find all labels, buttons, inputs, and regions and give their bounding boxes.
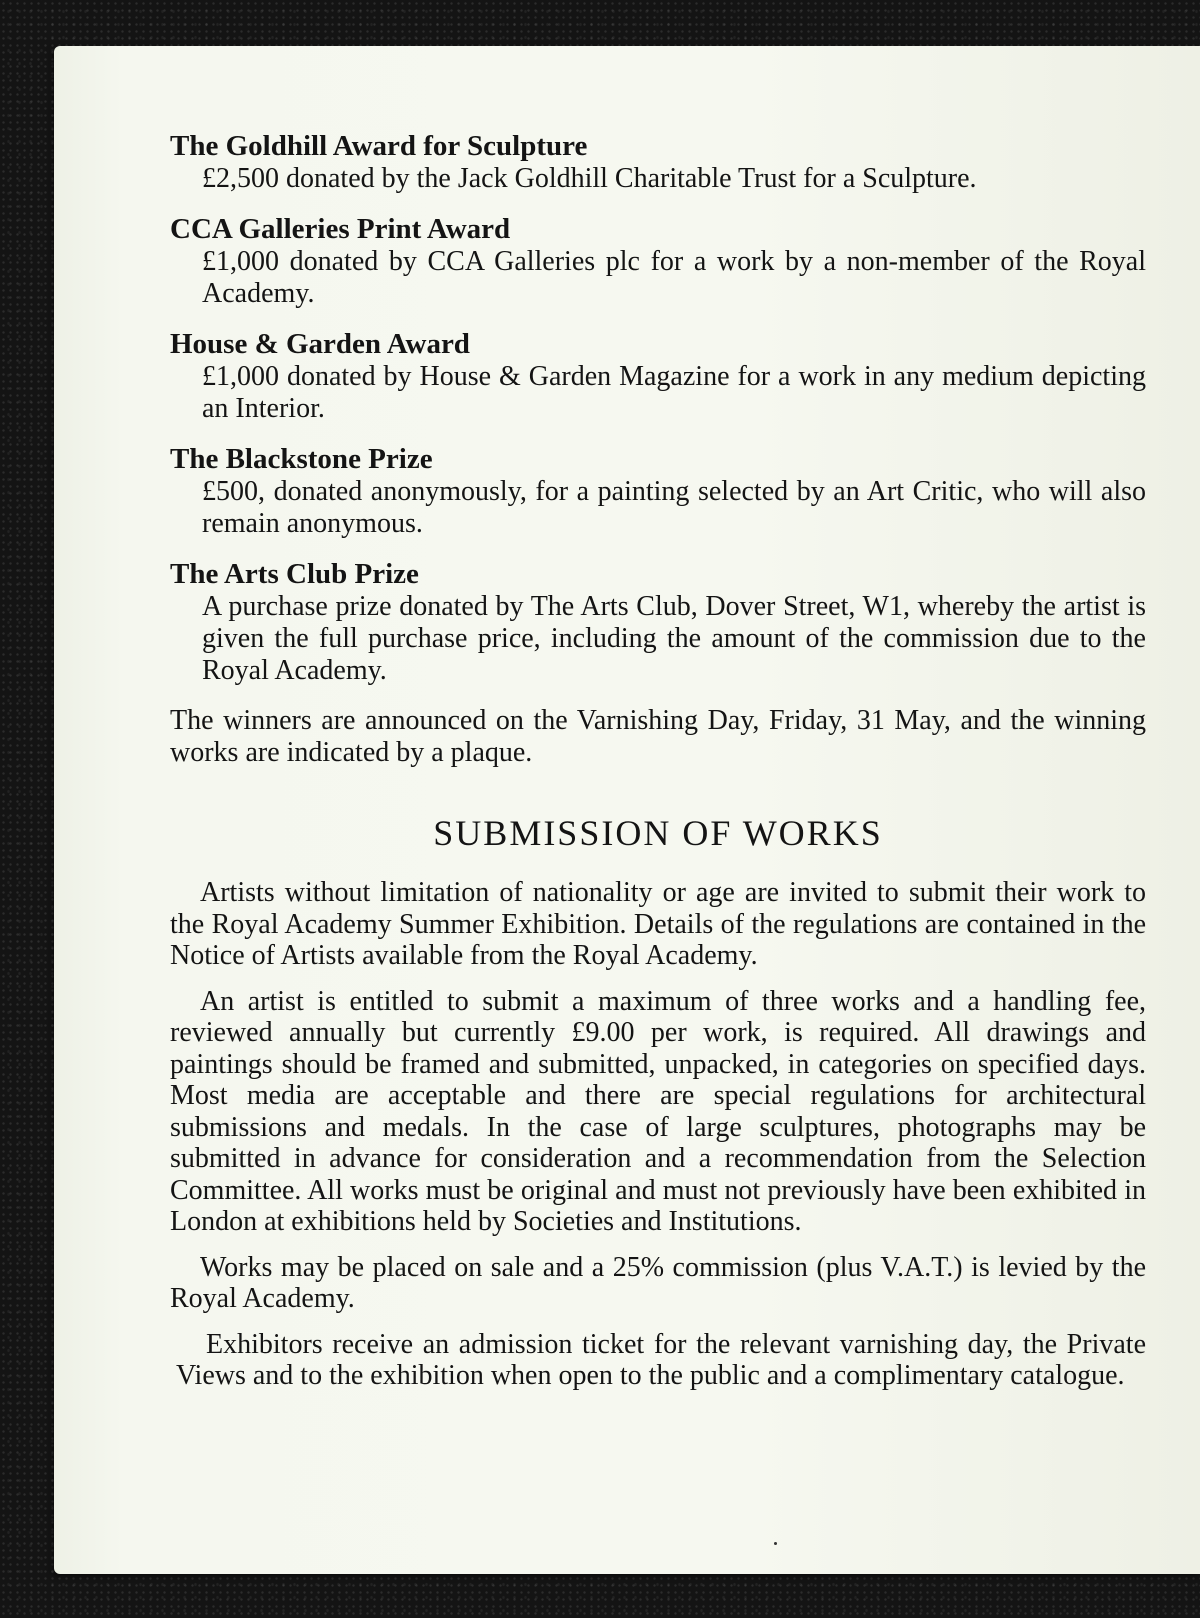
document-page: [54, 46, 1200, 1574]
award-title: The Goldhill Award for Sculpture: [170, 130, 588, 162]
award-goldhill: [170, 130, 1146, 195]
award-title: House & Garden Award: [170, 328, 470, 360]
page-content: [170, 130, 1146, 1406]
award-blackstone: [170, 443, 1146, 540]
award-house-garden: [170, 328, 1146, 425]
award-title: CCA Galleries Print Award: [170, 213, 511, 245]
award-title: The Blackstone Prize: [170, 443, 433, 475]
submission-paragraph: Works may be placed on sale and a 25% commission (plus V.A.T.) is levied by the Royal Academy.: [170, 1251, 1146, 1314]
ink-speck: [774, 1542, 777, 1545]
award-description: £2,500 donated by the Jack Goldhill Charitable Trust for a Sculpture.: [202, 163, 977, 194]
award-description: £500, donated anonymously, for a painting selected by an Art Critic, who will also remain anonymous.: [202, 476, 1146, 539]
award-description: A purchase prize donated by The Arts Club, Dover Street, W1, whereby the artist is given the full purchase price, including the amount of the commission due to the Royal Academy.: [202, 591, 1146, 686]
submission-paragraph: An artist is entitled to submit a maximum of three works and a handling fee, reviewed annually but currently £9.00 per work, is required. All drawings and paintings should be framed and submitted, unpacked, in categories on specified days. Most media are acceptable and there are special regulations for architectural submissions and medals. In the case of large sculptures, photographs may be submitted in advance for consideration and a recommendation from the Selection Committee. All works must be original and must not previously have been exhibited in London at exhibitions held by Societies and Institutions.: [170, 985, 1146, 1237]
submission-paragraph: Artists without limitation of nationality or age are invited to submit their work to the Royal Academy Summer Exhibition. Details of the regulations are contained in the Notice of Artists available from the Royal Academy.: [170, 877, 1146, 971]
award-description: £1,000 donated by CCA Galleries plc for a work by a non-member of the Royal Academy.: [202, 246, 1146, 309]
award-description: £1,000 donated by House & Garden Magazine for a work in any medium depicting an Interior.: [202, 361, 1146, 424]
award-title: The Arts Club Prize: [170, 558, 419, 590]
award-cca-galleries: [170, 213, 1146, 310]
submission-paragraph: Exhibitors receive an admission ticket for the relevant varnishing day, the Private Views and to the exhibition when open to the public and a complimentary catalogue.: [176, 1328, 1146, 1391]
submission-heading: SUBMISSION OF WORKS: [433, 813, 883, 853]
award-arts-club: [170, 558, 1146, 687]
winners-note: The winners are announced on the Varnishing Day, Friday, 31 May, and the winning works are indicated by a plaque.: [170, 705, 1146, 768]
